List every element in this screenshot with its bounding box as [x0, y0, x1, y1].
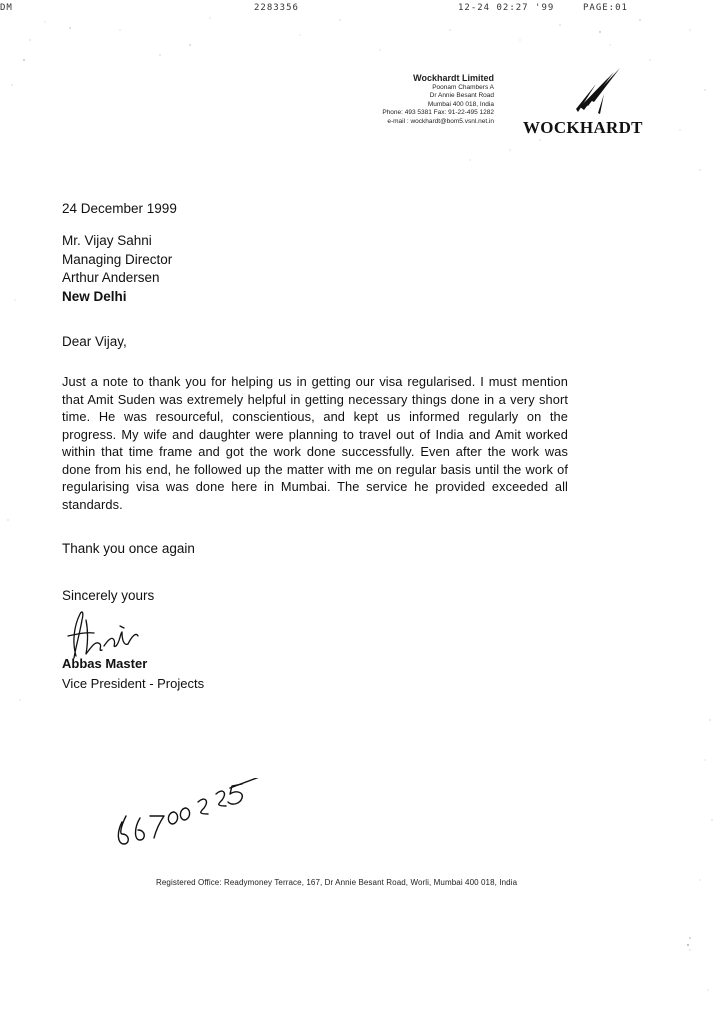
email-line: e-mail : wockhardt@bom5.vsnl.net.in: [387, 117, 494, 125]
fax-page-number: PAGE:01: [583, 3, 628, 13]
logo-wordmark: WOCKHARDT: [523, 118, 643, 137]
signer-title: Vice President - Projects: [62, 676, 205, 691]
fax-left-mark: DM: [0, 3, 13, 13]
fax-id: 2283356: [254, 3, 299, 13]
address-line: Dr Annie Besant Road: [429, 92, 494, 100]
signer-name: Abbas Master: [62, 656, 148, 671]
letter-body: Just a note to thank you for helping us in getting our visa regularised. I must mention that Amit Suden was extremely helpful in getting necessary things done in a very short time. He was resourceful, conscientious, and kept us informed regularly on the progress. My wife and daughter were planning to travel out of India and Amit worked within that time frame and got the work done successfully. Even after the work was done from his end, he followed up the matter with me on regular basis until the work of regularising visa was done here in Mumbai. The service he provided exceeded all standards.: [62, 374, 568, 512]
letter-date: 24 December 1999: [62, 201, 177, 216]
recipient-block: [62, 232, 172, 306]
recipient-company: Arthur Andersen: [62, 270, 160, 285]
handwritten-note: [112, 778, 272, 850]
wockhardt-wing-logo-icon: [574, 66, 622, 116]
thanks-line: Thank you once again: [62, 541, 195, 556]
fax-timestamp: 12-24 02:27 '99: [458, 3, 555, 13]
registered-office-footer: Registered Office: Readymoney Terrace, 167, Dr Annie Besant Road, Worli, Mumbai 400 018, India: [156, 878, 518, 887]
recipient-title: Managing Director: [62, 251, 173, 267]
contact-line: Phone: 493 5381 Fax: 91-22-495 1282: [382, 109, 494, 117]
company-name: Wockhardt Limited: [413, 73, 494, 83]
address-line: Poonam Chambers A: [432, 84, 494, 91]
address-line: Mumbai 400 018, India: [427, 100, 494, 108]
letterhead-address: [382, 73, 494, 126]
recipient-city: New Delhi: [62, 288, 127, 304]
recipient-name: Mr. Vijay Sahni: [62, 233, 152, 248]
closing: Sincerely yours: [62, 588, 155, 603]
salutation: Dear Vijay,: [62, 334, 127, 349]
